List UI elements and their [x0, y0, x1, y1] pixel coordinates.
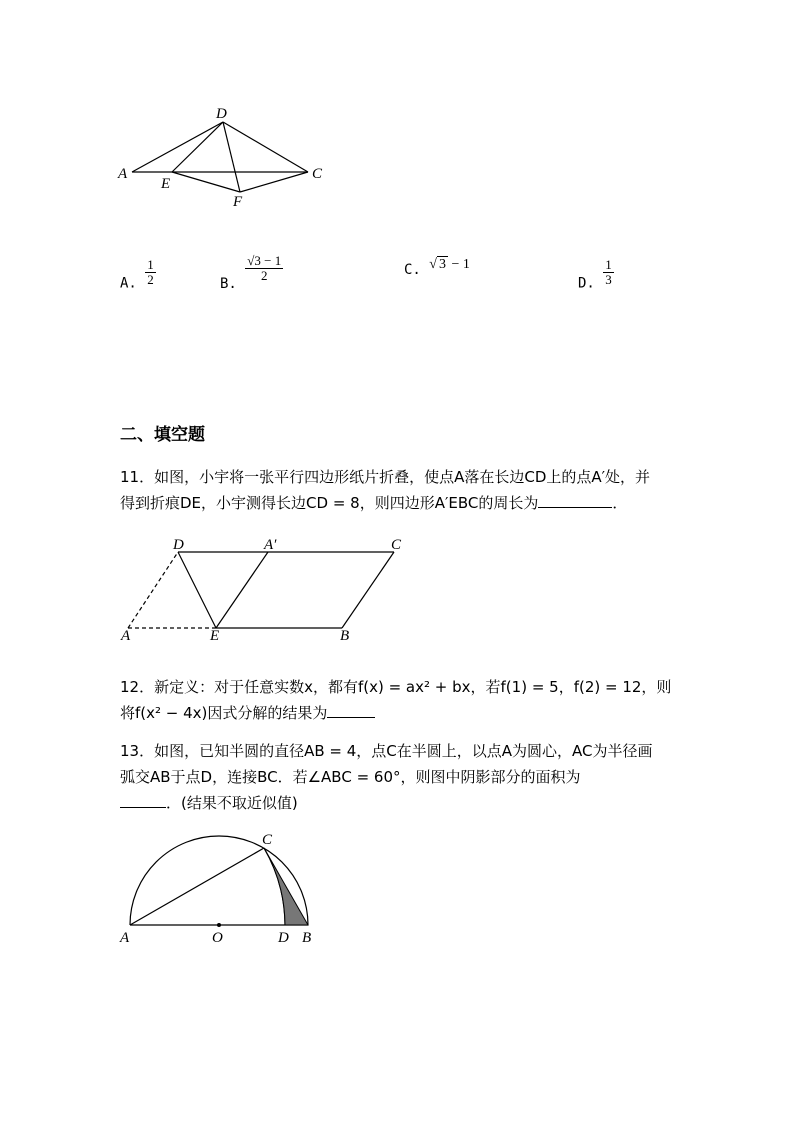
- label-B: B: [302, 930, 312, 946]
- label-C: C: [262, 832, 273, 848]
- label-A: A: [118, 166, 128, 182]
- question-11-line1: 11．如图，小宇将一张平行四边形纸片折叠，使点A落在长边CD上的点A′处，并: [120, 468, 651, 486]
- label-D: D: [216, 106, 227, 122]
- option-c[interactable]: [404, 257, 470, 279]
- option-a[interactable]: [120, 258, 156, 292]
- option-d-letter: D.: [578, 275, 595, 292]
- option-b-letter: B.: [220, 276, 237, 293]
- option-d[interactable]: [578, 258, 614, 292]
- answer-blank-13[interactable]: [120, 792, 166, 808]
- label-A: A: [120, 930, 130, 946]
- question-12: [120, 674, 680, 726]
- question-13-line2: 弧交AB于点D，连接BC．若∠ABC = 60°，则图中阴影部分的面积为: [120, 768, 581, 786]
- option-b[interactable]: [220, 253, 283, 293]
- label-D: D: [278, 930, 289, 946]
- label-D: D: [173, 537, 184, 553]
- question-13-line3: ．(结果不取近似值): [120, 790, 680, 816]
- label-O: O: [212, 930, 223, 946]
- option-b-fraction: $\frac{√3 - 1}{2}$: [247, 253, 282, 283]
- label-E: E: [210, 628, 220, 644]
- option-a-fraction: $\frac{1}{2}$: [147, 257, 154, 287]
- answer-blank-11[interactable]: [538, 492, 612, 508]
- label-E: E: [161, 176, 171, 192]
- question-11-line2: 得到折痕DE，小宇测得长边CD = 8，则四边形A′EBC的周长为 ．: [120, 494, 628, 512]
- option-c-letter: C.: [404, 262, 421, 278]
- question-12-line1: 12．新定义：对于任意实数x，都有f(x) = ax² + bx，若f(1) = 5，f(2) = 12，则: [120, 678, 672, 696]
- label-C: C: [312, 166, 323, 182]
- label-F: F: [233, 194, 243, 210]
- question-13: [120, 738, 680, 816]
- figure-semicircle: [112, 828, 332, 948]
- option-a-letter: A.: [120, 275, 137, 292]
- label-B: B: [340, 628, 350, 644]
- question-12-line2: 将f(x² − 4x)因式分解的结果为: [120, 700, 680, 726]
- option-d-fraction: $\frac{1}{3}$: [605, 257, 612, 287]
- shaded-region: [264, 848, 308, 925]
- option-c-value: √ 3 − 1: [429, 257, 470, 272]
- label-A-prime: A′: [264, 537, 277, 553]
- figure-quadrilateral: [110, 100, 340, 215]
- label-A: A: [121, 628, 131, 644]
- question-13-line1: 13．如图，已知半圆的直径AB = 4，点C在半圆上，以点A为圆心，AC为半径画: [120, 742, 653, 760]
- section-title: 二、填空题: [120, 425, 205, 445]
- figure-parallelogram: [112, 532, 422, 647]
- question-11: [120, 464, 680, 516]
- answer-blank-12[interactable]: [327, 702, 375, 718]
- label-C: C: [391, 537, 402, 553]
